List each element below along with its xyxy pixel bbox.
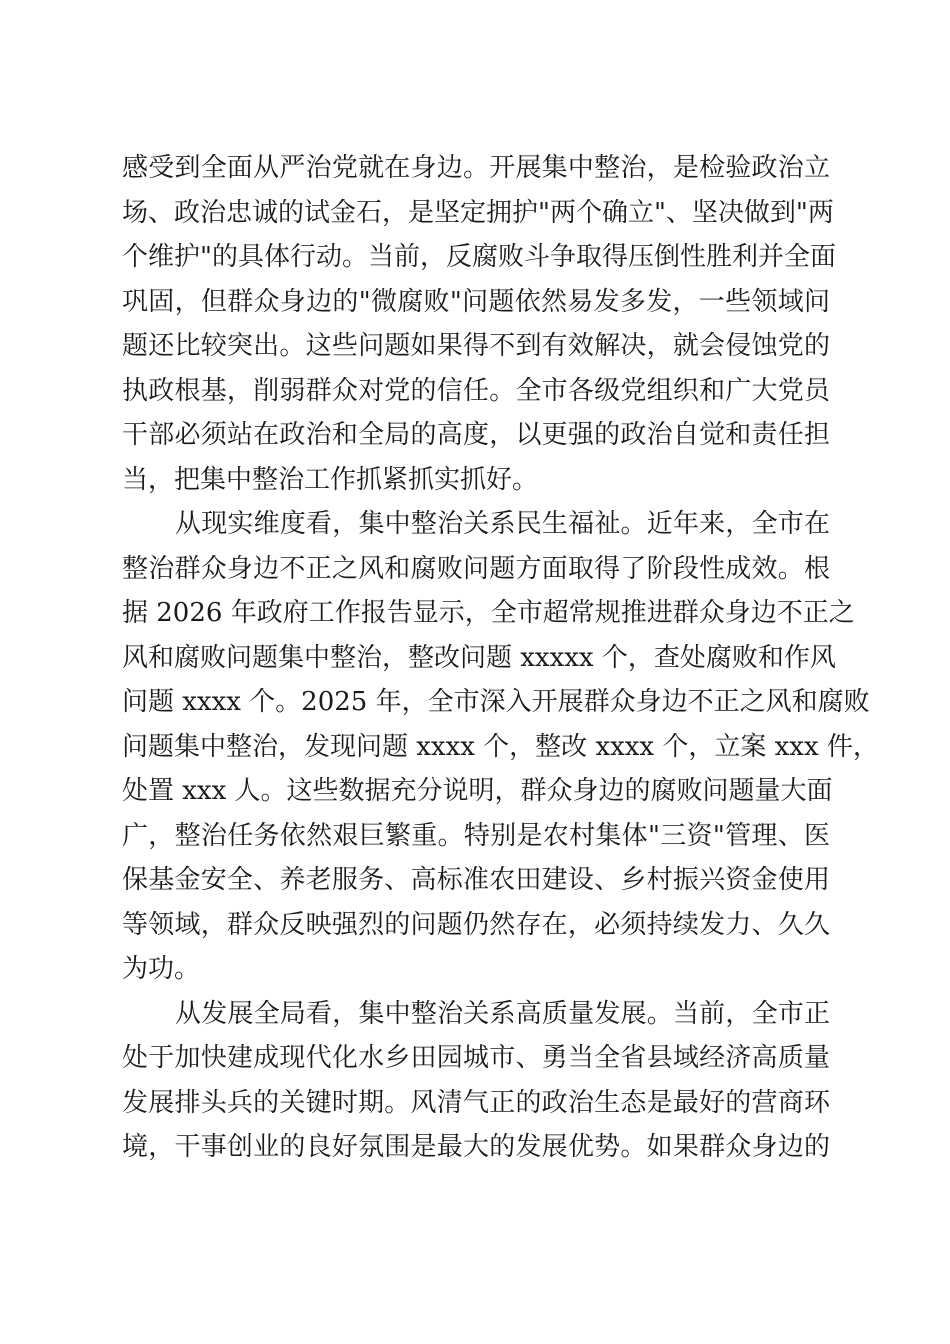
text-line: 感受到全面从严治党就在身边。开展集中整治，是检验政治立	[122, 153, 830, 183]
text-line: 等领域，群众反映强烈的问题仍然存在，必须持续发力、久久	[122, 909, 830, 940]
text-line: 发展排头兵的关键时期。风清气正的政治生态是最好的营商环	[122, 1087, 830, 1118]
text-line: 当，把集中整治工作抓紧抓实抓好。	[122, 464, 539, 495]
text-line: 问题 xxxx 个。2025 年，全市深入开展群众身边不正之风和腐败	[122, 687, 870, 717]
text-line: 执政根基，削弱群众对党的信任。全市各级党组织和广大党员	[122, 375, 830, 406]
text-line: 场、政治忠诚的试金石，是坚定拥护"两个确立"、坚决做到"两	[122, 197, 834, 228]
text-line: 问题集中整治，发现问题 xxxx 个，整改 xxxx 个，立案 xxx 件，	[122, 731, 879, 762]
text-line: 广，整治任务依然艰巨繁重。特别是农村集体"三资"管理、医	[122, 820, 830, 851]
text-line: 保基金安全、养老服务、高标准农田建设、乡村振兴资金使用	[122, 865, 830, 895]
text-line: 为功。	[122, 954, 201, 984]
text-line: 个维护"的具体行动。当前，反腐败斗争取得压倒性胜利并全面	[122, 242, 836, 272]
text-line: 处置 xxx 人。这些数据充分说明，群众身边的腐败问题量大面	[122, 776, 833, 806]
text-line: 处于加快建成现代化水乡田园城市、勇当全省县域经济高质量	[122, 1043, 830, 1073]
text-line: 题还比较突出。这些问题如果得不到有效解决，就会侵蚀党的	[122, 331, 830, 361]
text-line: 巩固，但群众身边的"微腐败"问题依然易发多发，一些领域问	[122, 286, 830, 317]
paragraph-first-line: 从发展全局看，集中整治关系高质量发展。当前，全市正	[175, 998, 830, 1029]
text-line: 整治群众身边不正之风和腐败问题方面取得了阶段性成效。根	[122, 553, 830, 584]
text-line: 境，干事创业的良好氛围是最大的发展优势。如果群众身边的	[122, 1132, 830, 1162]
text-line: 据 2026 年政府工作报告显示，全市超常规推进群众身边不正之	[122, 598, 855, 628]
paragraph-first-line: 从现实维度看，集中整治关系民生福祉。近年来，全市在	[175, 509, 830, 539]
text-line: 风和腐败问题集中整治，整改问题 xxxxx 个，查处腐败和作风	[122, 642, 836, 673]
body-text	[122, 146, 879, 1170]
text-line: 干部必须站在政治和全局的高度，以更强的政治自觉和责任担	[122, 420, 830, 450]
